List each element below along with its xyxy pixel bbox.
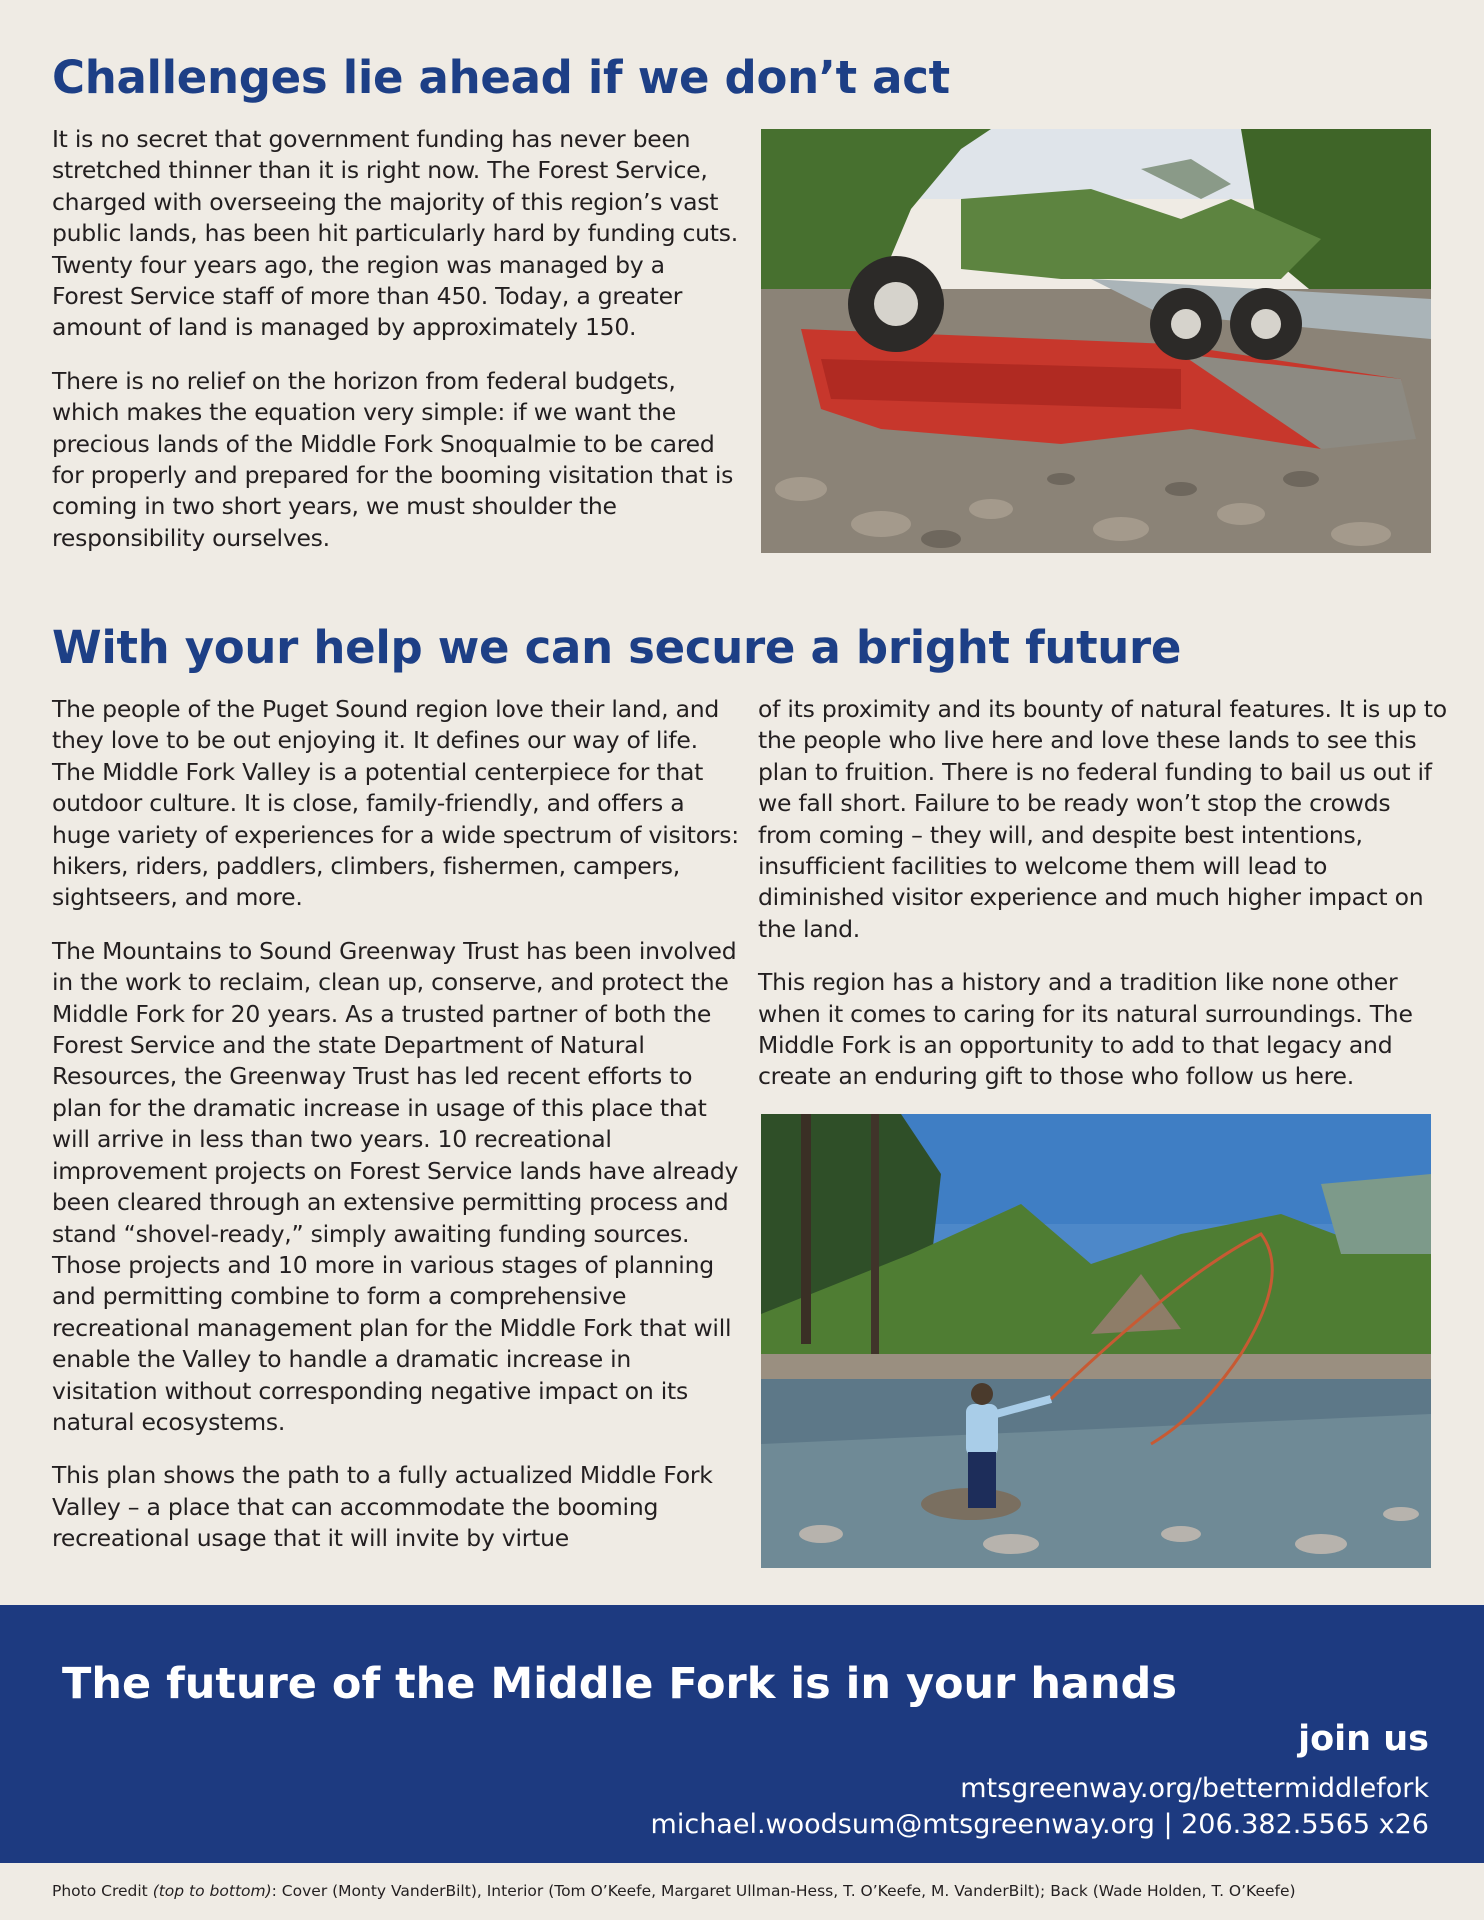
bright-future-right-column — [758, 694, 1448, 1115]
phone-number: 206.382.5565 x26 — [1181, 1809, 1429, 1840]
banner-title: The future of the Middle Fork is in your hands — [62, 1659, 1177, 1709]
website-link[interactable]: mtsgreenway.org/bettermiddlefork — [960, 1773, 1429, 1804]
email-link[interactable]: michael.woodsum@mtsgreenway.org — [650, 1809, 1155, 1840]
join-us-label: join us — [1298, 1719, 1429, 1759]
challenges-text — [52, 124, 742, 576]
paragraph: This region has a history and a tradition like none other when it comes to caring for its natural surroundings. The Middle Fork is an opportunity to add to that legacy and create an enduring gift to those who follow us here. — [758, 968, 1413, 1091]
paragraph: The people of the Puget Sound region love their land, and they love to be out enjoying it. It defines our way of life. The Middle Fork Valley is a potential centerpiece for that outdoor culture. It is close, family-friendly, and offers a huge variety of experiences for a wide spectrum of visitors: hikers, riders, paddlers, climbers, fishermen, campers, sightseers, and more. — [52, 695, 739, 912]
credit-order-note: (top to bottom) — [152, 1882, 272, 1900]
credit-prefix: Photo Credit — [52, 1882, 153, 1900]
photo-fly-fishing — [761, 1114, 1431, 1568]
paragraph: This plan shows the path to a fully actualized Middle Fork Valley – a place that can accommodate the booming recreational usage that it will invite by virtue — [52, 1461, 713, 1553]
separator: | — [1154, 1809, 1182, 1840]
bright-future-left-column — [52, 694, 742, 1577]
credit-text: : Cover (Monty VanderBilt), Interior (Tom O’Keefe, Margaret Ullman-Hess, T. O’Keefe, M. VanderBilt); Back (Wade Holden, T. O’Keefe) — [271, 1882, 1296, 1900]
paragraph: of its proximity and its bounty of natural features. It is up to the people who live here and love these lands to see this plan to fruition. There is no federal funding to bail us out if we fall short. Failure to be ready won’t stop the crowds from coming – they will, and despite best intentions, insufficient facilities to welcome them will lead to diminished visitor experience and much higher impact on the land. — [758, 695, 1447, 943]
call-to-action-banner — [0, 1605, 1484, 1863]
paragraph: There is no relief on the horizon from federal budgets, which makes the equation very simple: if we want the precious lands of the Middle Fork Snoqualmie to be cared for properly and prepared for the booming visitation that is coming in two short years, we must shoulder the responsibility ourselves. — [52, 366, 734, 552]
photo-credit — [52, 1881, 1296, 1901]
section-heading-challenges: Challenges lie ahead if we don’t act — [52, 51, 950, 104]
paragraph: It is no secret that government funding has never been stretched thinner than it is right now. The Forest Service, charged with overseeing the majority of this region’s vast public lands, has been hit particularly hard by funding cuts. Twenty four years ago, the region was managed by a Forest Service staff of more than 450. Today, a greater amount of land is managed by approximately 150. — [52, 125, 738, 342]
contact-info — [651, 1808, 1429, 1842]
photo-overturned-truck — [761, 129, 1431, 553]
section-heading-bright-future: With your help we can secure a bright future — [52, 621, 1182, 674]
paragraph: The Mountains to Sound Greenway Trust has been involved in the work to reclaim, clean up, conserve, and protect the Middle Fork for 20 years. As a trusted partner of both the Forest Service and the state Department of Natural Resources, the Greenway Trust has led recent efforts to plan for the dramatic increase in usage of this place that will arrive in less than two years. 10 recreational improvement projects on Forest Service lands have already been cleared through an extensive permitting process and stand “shovel-ready,” simply awaiting funding sources. Those projects and 10 more in various stages of planning and permitting combine to form a comprehensive recreational management plan for the Middle Fork that will enable the Valley to handle a dramatic increase in visitation without corresponding negative impact on its natural ecosystems. — [52, 936, 739, 1436]
